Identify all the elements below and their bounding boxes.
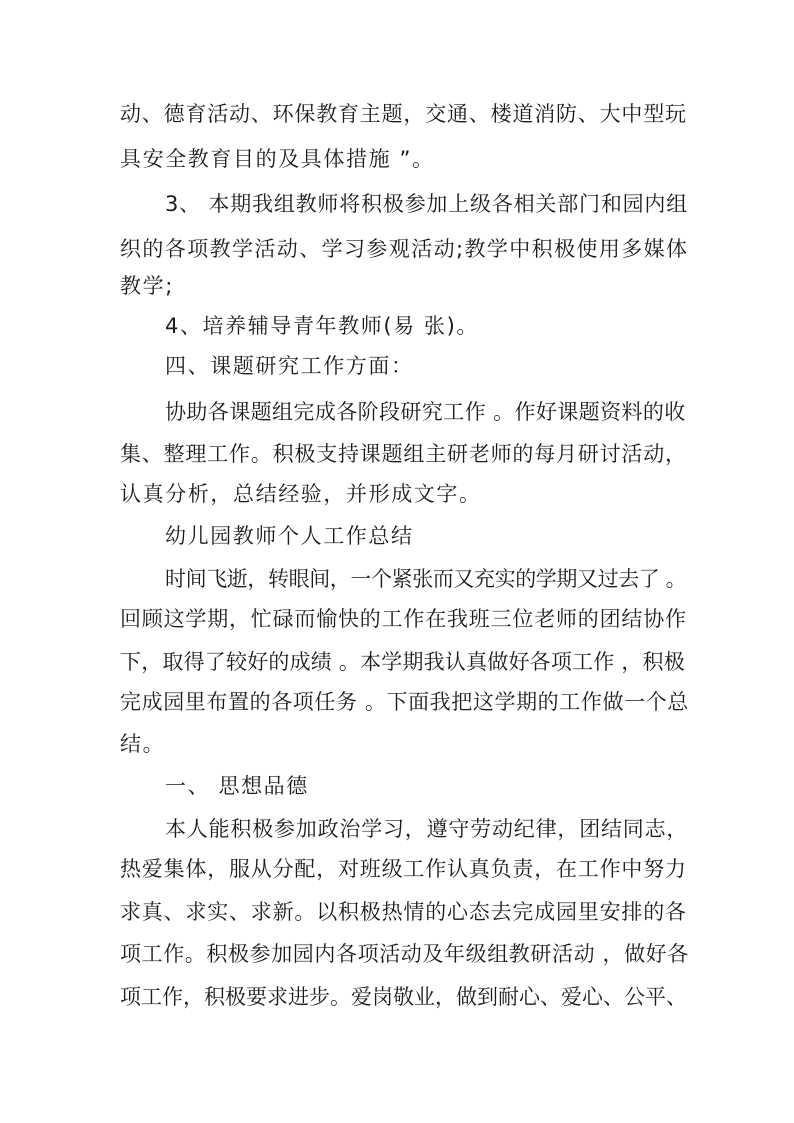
- text-line: 动、德育活动、环保教育主题，交通、楼道消防、大中型玩: [120, 102, 687, 126]
- document-subtitle: 幼儿园教师个人工作总结: [165, 524, 414, 548]
- text-line: 教学;: [120, 274, 174, 298]
- text-line: 回顾这学期，忙碌而愉快的工作在我班三位老师的团结协作: [120, 607, 687, 631]
- section-heading: 四、课题研究工作方面：: [165, 354, 414, 378]
- text-line: 项工作，积极要求进步。爱岗敬业，做到耐心、爱心、公平、: [120, 985, 687, 1009]
- text-line: 结。: [120, 732, 166, 756]
- text-line: 具安全教育目的及具体措施 ”。: [120, 147, 435, 171]
- text-line: 集、整理工作。积极支持课题组主研老师的每月研讨活动，: [120, 442, 687, 466]
- text-line: 项工作。积极参加园内各项活动及年级组教研活动 ，做好各: [120, 942, 689, 966]
- text-line: 时间飞逝，转眼间，一个紧张而又充实的学期又过去了 。: [165, 567, 687, 591]
- text-line: 本人能积极参加政治学习，遵守劳动纪律，团结同志，: [165, 817, 689, 841]
- text-line: 协助各课题组完成各阶段研究工作 。作好课题资料的收: [165, 400, 686, 424]
- text-line: 下，取得了较好的成绩 。本学期我认真做好各项工作 ，积极: [120, 650, 685, 674]
- text-line: 3、 本期我组教师将积极参加上级各相关部门和园内组: [165, 192, 689, 216]
- text-line: 4、培养辅导青年教师(易 张)。: [165, 314, 480, 338]
- text-line: 织的各项教学活动、学习参观活动;教学中积极使用多媒体: [120, 237, 689, 261]
- section-heading: 一、 思想品德: [165, 774, 309, 798]
- text-line: 求真、求实、求新。以积极热情的心态去完成园里安排的各: [120, 900, 687, 924]
- text-line: 认真分析，总结经验，并形成文字。: [120, 482, 482, 506]
- text-line: 完成园里布置的各项任务 。下面我把这学期的工作做一个总: [120, 690, 689, 714]
- text-line: 热爱集体，服从分配，对班级工作认真负责，在工作中努力: [120, 857, 687, 881]
